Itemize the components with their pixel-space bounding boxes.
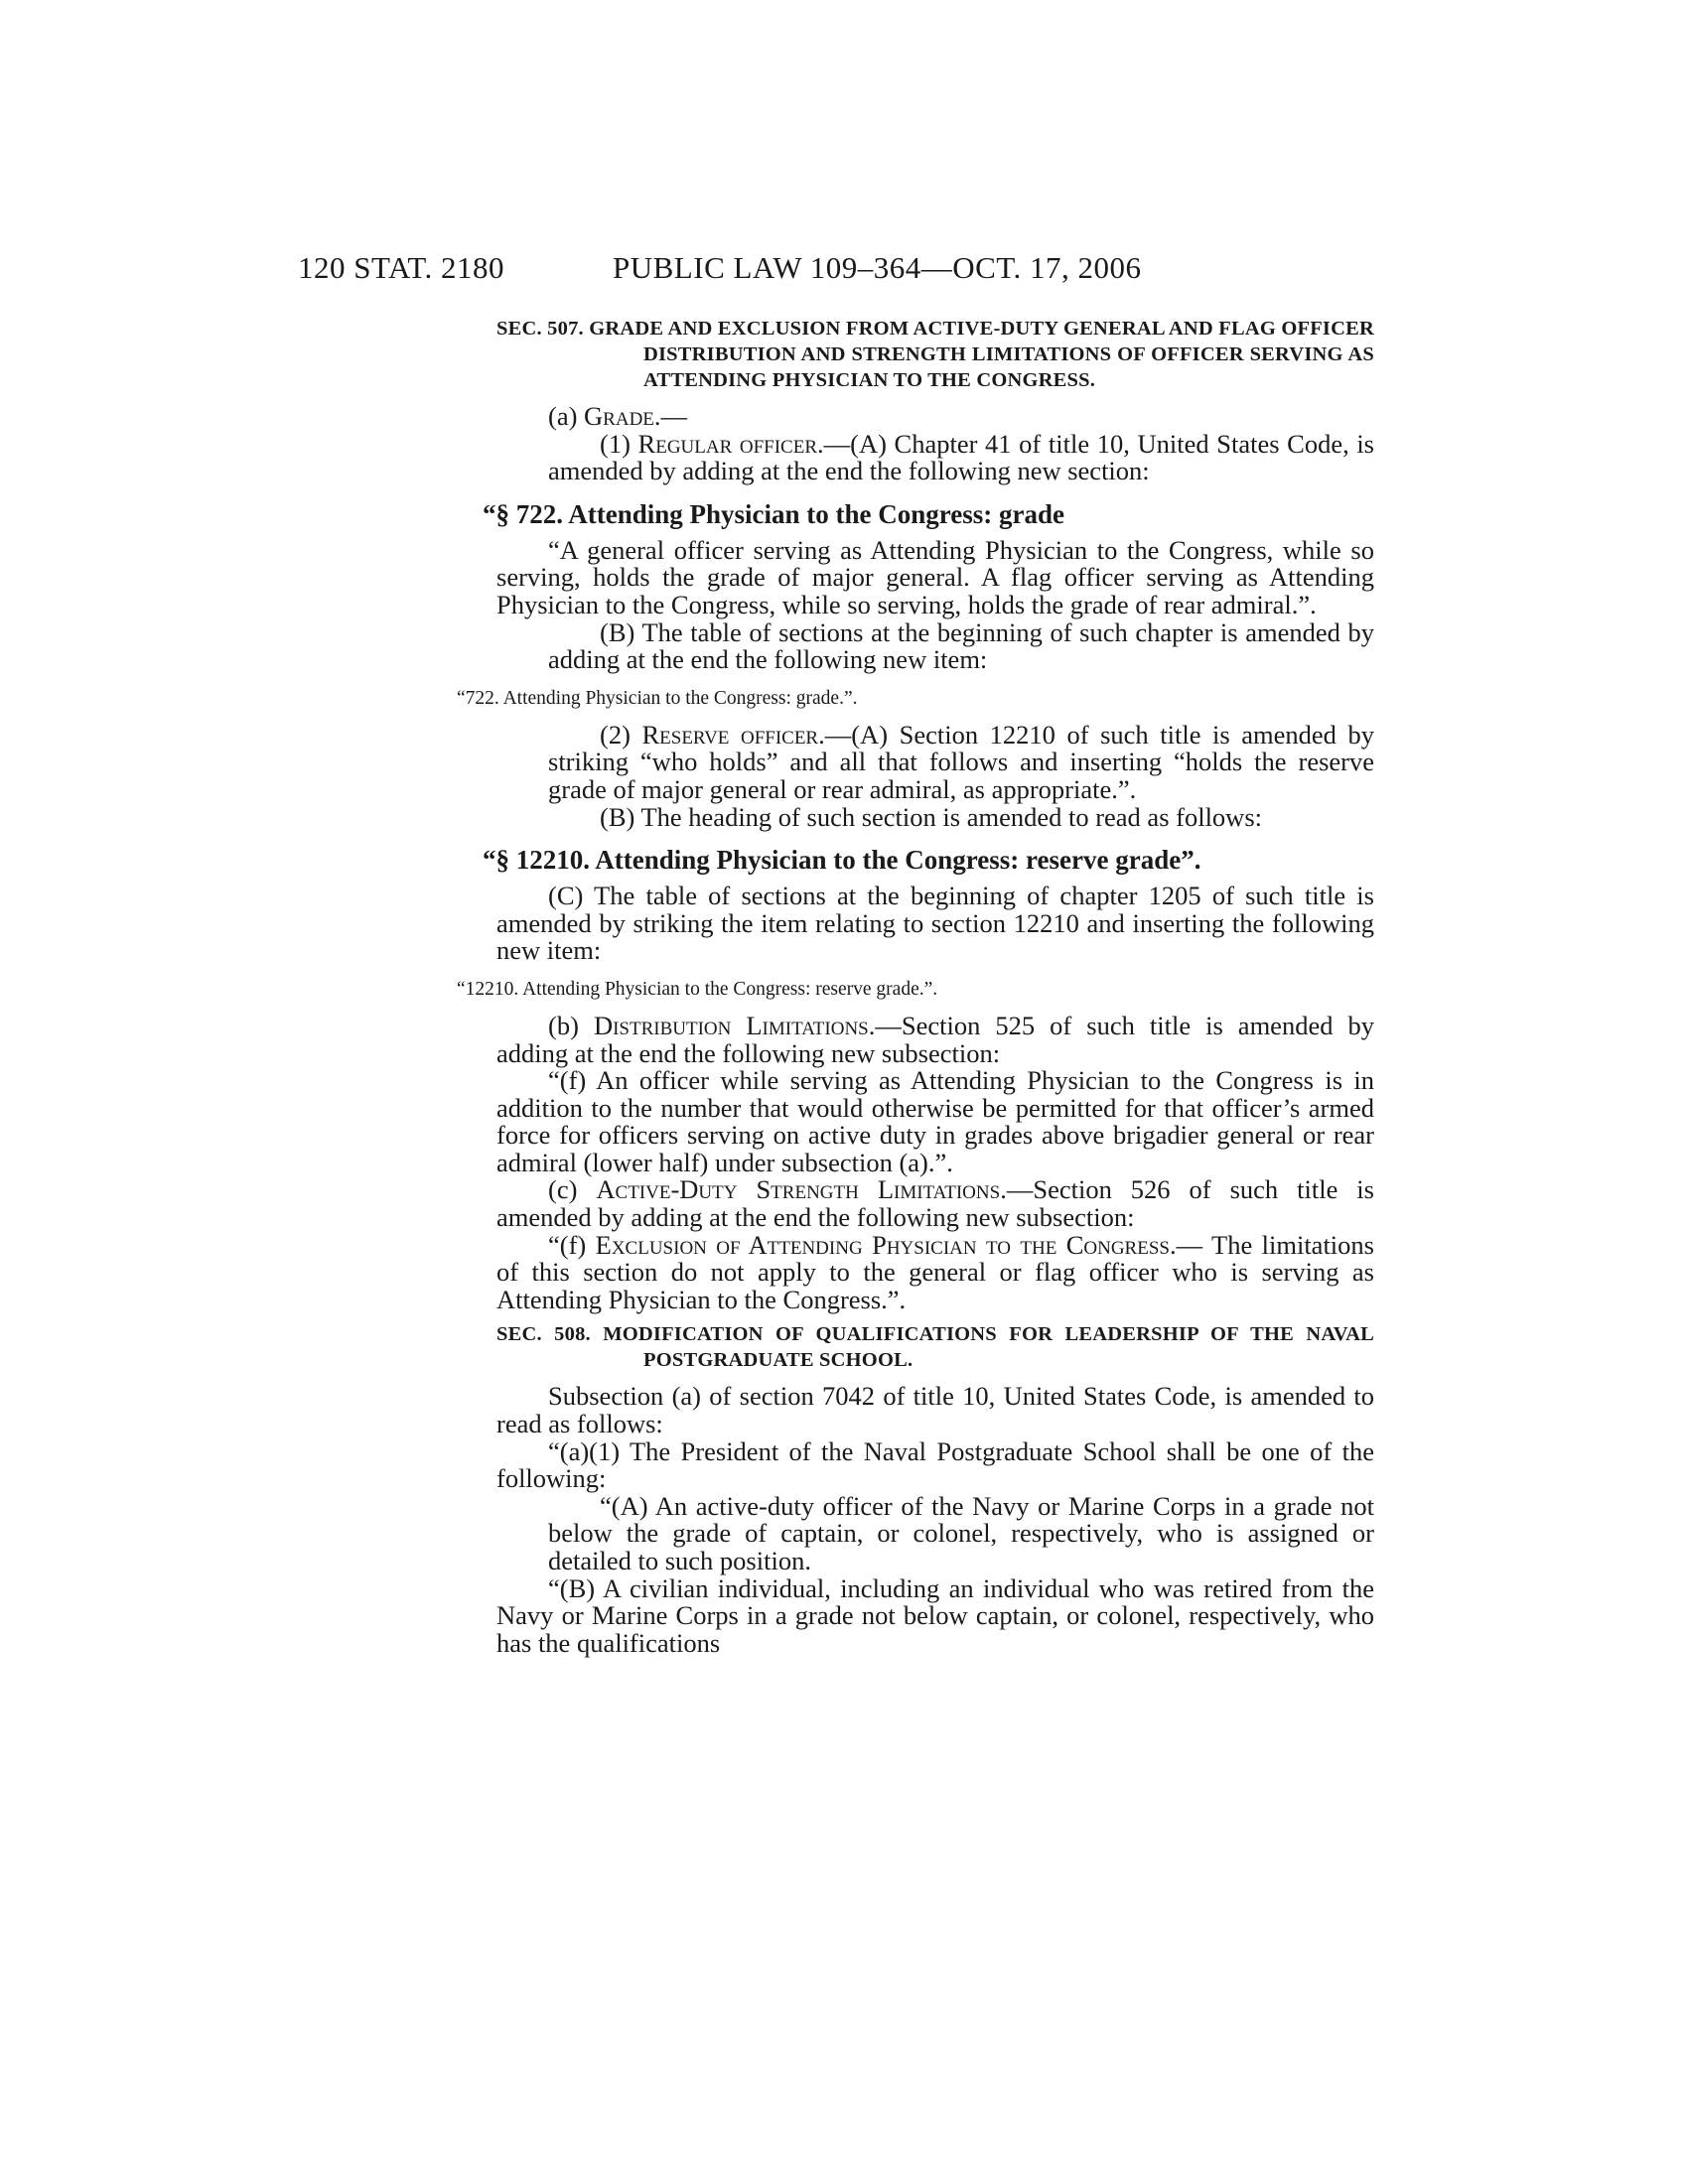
section-508-a1: “(a)(1) The President of the Naval Postgraduate School shall be one of the following:	[496, 1435, 1374, 1494]
section-507-heading: SEC. 507. GRADE AND EXCLUSION FROM ACTIVE-DUTY GENERAL AND FLAG OFFICER DISTRIBUTION AND STRENGTH LIMITATIONS OF OFFICER SERVING AS ATTENDING PHYSICIAN TO THE CONGRESS.	[496, 318, 1374, 391]
subsection-c-f: “(f) Exclusion of Attending Physician to the Congress.— The limitations of this section do not apply to the general or flag officer who is serving as Attending Physician to the Congress.”.	[496, 1229, 1374, 1314]
public-law-citation: PUBLIC LAW 109–364—OCT. 17, 2006	[613, 250, 1142, 285]
section-12210-heading: “§ 12210. Attending Physician to the Congress: reserve grade”.	[483, 845, 1201, 876]
subsection-c-f-caption: Exclusion of Attending Physician to the Congress	[595, 1229, 1170, 1260]
table-item-722: “722. Attending Physician to the Congress: grade.”.	[457, 687, 858, 709]
section-508-a1-B: “(B) A civilian individual, including an individual who was retired from the Navy or Marine Corps in a grade not below captain, or colonel, respectively, who has the qualifications	[496, 1572, 1374, 1658]
subsection-a-heading: (a) Grade.—	[548, 401, 688, 431]
section-722-text: “A general officer serving as Attending Physician to the Congress, while so serving, holds the grade of major general. A flag officer serving as Attending Physician to the Congress, while so serving, holds the grade of rear admiral.”.	[496, 534, 1374, 619]
section-722-heading: “§ 722. Attending Physician to the Congress: grade	[483, 498, 1065, 529]
paragraph-a2: (2) Reserve officer.—(A) Section 12210 of such title is amended by striking “who holds” and all that follows and inserting “holds the reserve grade of major general or rear admiral, as appropriate.”.	[548, 719, 1374, 804]
paragraph-a1: (1) Regular officer.—(A) Chapter 41 of title 10, United States Code, is amended by adding at the end the following new section:	[548, 428, 1374, 486]
running-header	[298, 250, 1390, 290]
subsection-c: (c) Active-Duty Strength Limitations.—Section 526 of such title is amended by adding at the end the following new subsection:	[496, 1174, 1374, 1233]
subsection-b: (b) Distribution Limitations.—Section 525 of such title is amended by adding at the end the following new subsection:	[496, 1010, 1374, 1068]
subsection-a-caption: Grade	[584, 401, 654, 431]
section-508-intro: Subsection (a) of section 7042 of title 10, United States Code, is amended to read as follows:	[496, 1381, 1374, 1439]
section-508-a1-A: “(A) An active-duty officer of the Navy or Marine Corps in a grade not below the grade of captain, or colonel, respectively, who is assigned or detailed to such position.	[548, 1490, 1374, 1575]
statute-page-number: 120 STAT. 2180	[298, 250, 505, 285]
paragraph-a2-caption: Reserve officer	[641, 719, 819, 750]
subsection-b-caption: Distribution Limitations	[593, 1010, 869, 1040]
subsection-c-caption: Active-Duty Strength Limitations	[596, 1174, 1001, 1205]
subsection-b-f: “(f) An officer while serving as Attending Physician to the Congress is in addition to the number that would otherwise be permitted for that officer’s armed force for officers serving on active duty in grades above brigadier general or rear admiral (lower half) under subsection (a).”.	[496, 1065, 1374, 1177]
paragraph-a2-c: (C) The table of sections at the beginning of chapter 1205 of such title is amended by striking the item relating to section 12210 and inserting the following new item:	[496, 881, 1374, 966]
paragraph-a1-caption: Regular officer	[637, 428, 818, 459]
section-508-heading: SEC. 508. MODIFICATION OF QUALIFICATIONS FOR LEADERSHIP OF THE NAVAL POSTGRADUATE SCHOOL.	[496, 1323, 1374, 1372]
paragraph-a1-b: (B) The table of sections at the beginning of such chapter is amended by adding at the end the following new item:	[548, 616, 1374, 675]
table-item-12210: “12210. Attending Physician to the Congress: reserve grade.”.	[457, 978, 938, 1000]
paragraph-a2-b: (B) The heading of such section is amended to read as follows:	[600, 801, 1262, 832]
document-body	[457, 316, 1374, 1658]
